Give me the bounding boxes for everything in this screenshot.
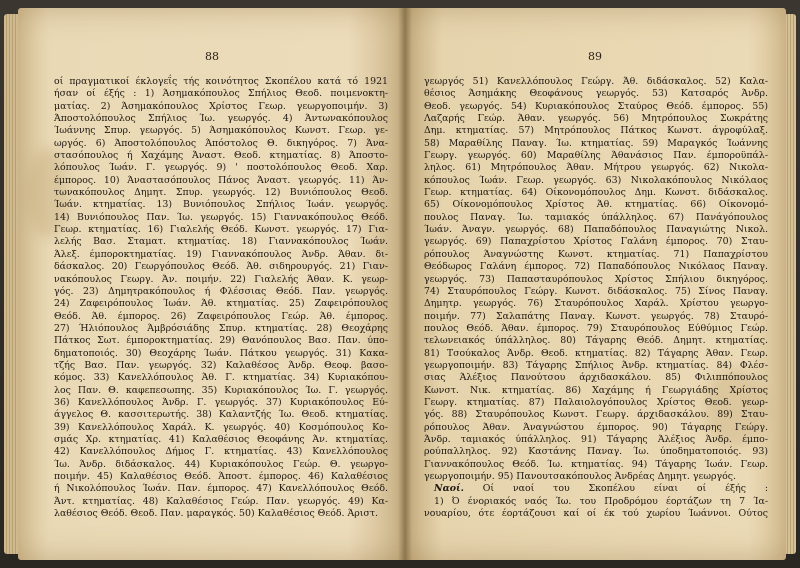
left-page	[18, 8, 406, 560]
text-line: Άλεξ. έμποροκτηματίας. 19) Γιαννακόπουλος Άνδρ. Άθαν. δι-	[54, 248, 388, 260]
text-line: Λαζαρής Γεώρ. Άθαν. γεωργός. 56) Μητρόπουλος Σωκράτης	[424, 113, 768, 125]
text-line: λελής Βασ. Σταματ. κτηματίας. 18) Γιαννακόπουλος Ίωάν.	[54, 236, 388, 248]
text-line: Θεόδ. Άθ. έμπορος. 26) Ζαφειρόπουλος Γεώρ. Άθ. έμπορος.	[54, 310, 388, 322]
text-line: ρόπουλος Άναγνώστης Κωνστ. κτηματίας. 71) Παπαχρίστου	[424, 248, 768, 260]
text-line: δηματοποιός. 30) Θεοχάρης Ίωάν. Πάτκου γεωργός. 31) Κακα-	[54, 347, 388, 359]
text-line: Γιαννακόπουλος Θεόδ. Ίω. κτηματίας. 94) Τάγαρης Ίωάν. Γεωρ.	[424, 458, 768, 470]
text-line: Άποστολόπουλος Σπήλιος Ίω. γεωργός. 4) Άντωνακόπουλος	[54, 113, 388, 125]
text-line: Ίωάν. Άναγν. γεωργός. 68) Παπαδόπουλος Παναγιώτης Νικολ.	[424, 224, 768, 236]
text-line: 81) Τσούκαλος Άνδρ. Θεοδ. κτηματίας. 82) Τάγαρης Άθαν. Γεωρ.	[424, 347, 768, 359]
section-lead: Οί ναοί του Σκοπέλου είναι οί έξής :	[463, 483, 768, 495]
text-line: γεωργός 51) Κανελλόπουλος Γεώργ. Άθ. διδάσκαλος. 52) Καλα-	[424, 76, 768, 87]
text-line: δάσκαλος. 20) Γεωργόπουλος Θεόδ. Άθ. σιδηρουργός. 21) Γιαν-	[54, 261, 388, 273]
text-line: Θεοδ. γεωργός. 54) Κυριακόπουλος Σταύρος Θεόδ. έμπορος. 55)	[424, 100, 768, 112]
section-heading: Ναοί.	[434, 483, 464, 495]
text-line: Γεωργ. κτηματίας. 87) Παλαιολογόπουλος Χρίστος Θεοδ. γεωρ-	[424, 396, 768, 408]
right-page	[404, 8, 786, 560]
text-line: Άντ. κτηματίας. 48) Καλαθέσιος Γεώρ. Παν. γεωργός. 49) Κα-	[54, 495, 388, 507]
text-line: θέσιος Άσημάκης Θεοφάνους γεωργός. 53) Κατσαρός Άνδρ.	[424, 88, 768, 100]
text-line: τζής Βασ. Παν. γεωργός. 32) Καλαθέσος Άνδρ. Θεοφ. βασο-	[54, 359, 388, 371]
text-line: ή Νικολόπουλος Ίωάν. Παν. έμπορος. 47) Κανελλόπουλος Θεόδ.	[54, 483, 388, 495]
text-line: γός. 23) Δημητρακόπουλος ή Φλέσσιας Θεόδ. Παν. γεωργός.	[54, 285, 388, 297]
text-line: Πάτκος Σωτ. έμποροκτηματίας. 29) Θανόπουλος Βασ. Παν. ύπο-	[54, 335, 388, 347]
left-page-number: 88	[205, 50, 219, 63]
text-line: 14) Βυνιόπουλος Παν. Ίω. γεωργός. 15) Γιαννακόπουλος Θεόδ.	[54, 211, 388, 223]
text-line: τελωνειακός ύπάλληλος. 80) Τάγαρης Θεόδ. Δημητ. κτηματίας.	[424, 335, 768, 347]
text-line: Δημητρ. γεωργός. 76) Σταυρόπουλος Χαράλ. Χρίστου γεωργο-	[424, 298, 768, 310]
text-line: 42) Κανελλόπουλος Δήμος Γ. κτηματίας. 43) Κανελλόπουλος	[54, 446, 388, 458]
text-line: ρούπαλληλος. 92) Καστάνης Παναγ. Ίω. ύποδηματοποιός. 93)	[424, 446, 768, 458]
text-line: πουλος Παναγ. Ίω. ταμιακός ύπάλληλος. 67) Πανάγόπουλος	[424, 211, 768, 223]
left-page-text	[54, 76, 388, 520]
text-line: Ίωάννης Σπυρ. γεωργός. 5) Άσημακόπουλος Κωνστ. Γεωρ. γε-	[54, 125, 388, 137]
text-line: κόπουλος Ίωάν. Γεωρ. γεωργός. 63) Νικολακόπουλος Νικόλαος	[424, 174, 768, 186]
text-line: γεωργός. 69) Παπαχρίστου Χρίστος Γαλάνη έμπορος. 70) Σταυ-	[424, 236, 768, 248]
text-line: λόπουλος Ίωάν. Γ. γεωργός. 9) ' ποστολόπουλος Θεοδ. Χαρ.	[54, 162, 388, 174]
text-line: οί πραγματικοί έκλογεΐς τής κοινότητος Σκοπέλου κατά τό 1921	[54, 76, 388, 87]
text-line: 58) Μαραθίλης Παναγ. Ίω. κτηματίας. 59) Μαραγκός Ίωάννης	[424, 137, 768, 149]
text-line: ήσαν οί έξής : 1) Άσημακόπουλος Σπήλιος Θεοδ. ποιμενοκτη-	[54, 88, 388, 100]
text-line: γεωργοποιμήν. 95) Πανουτσακόπουλος Άνδρέας Δημητ. γεωργός.	[424, 471, 736, 482]
text-line: λαθέσιος Θεόδ. Θεοδ. Παν. μαραγκός. 50) Καλαθέσιος Θεόδ. Άριστ.	[54, 508, 378, 520]
text-line: 36) Κανελλόπουλος Άνδρ. Γ. γεωργός. 37) Κυριακόπουλος Εύ-	[54, 396, 388, 408]
text-line: έμπορος. 10) Άναστασόπουλος Πάνος Άναστ. γεωργός. 11) Άν-	[54, 174, 388, 186]
text-line: νακόπουλος Γεωργ. Άν. ποιμήν. 22) Γιαλελής Άθαν. Κ. γεωρ-	[54, 273, 388, 285]
text-line: Γεωρ. κτηματίας. 64) Οίκονομόπουλος Δημ. Κωνστ. διδάσκαλος.	[424, 187, 768, 199]
text-line: Θεόδωρος Γαλάνη έμπορος. 72) Παπαδόπουλος Νικόλαος Παναγ.	[424, 261, 768, 273]
text-line: άγγελος Θ. κασσιτερωτής. 38) Καλαντζής Ίω. Θεοδ. κτηματίας.	[54, 409, 388, 421]
text-line: Κωνστ. Νικ. κτηματίας. 86) Χαχάμης ή Γεωργιάδης Χρίστος	[424, 384, 768, 396]
text-line: νουαρίου, ότε έορτάζουσι καί οί έκ τού χωρίου Ίωάννοι. Ούτος	[424, 508, 768, 520]
text-line: ματίας. 2) Άσημακόπουλος Χρίστος Γεωρ. γεωργοποιμήν. 3)	[54, 100, 388, 112]
text-line: ληλος. 61) Μητρόπουλος Άθαν. Μήτρου γεωργός. 62) Νικολα-	[424, 162, 768, 174]
book-gutter	[398, 8, 412, 560]
text-line: γεωργός. 73) Παπασταυρόπουλος Χρίστος Σπήλιου δικηγόρος.	[424, 273, 768, 285]
text-line: 27) Ήλιόπουλος Άμβρόσιάδης Σπυρ. κτηματίας. 28) Θεοχάρης	[54, 322, 388, 334]
text-line: τωνακόπουλος Δημητ. Σπυρ. γεωργός. 12) Βυνιόπουλος Θεοδ.	[54, 187, 388, 199]
text-line: λος Παν. Θ. καφεπεσωπης. 35) Κυριακόπουλος Ίω. Γ. γεωργός.	[54, 384, 388, 396]
text-line: ποιμήν. 45) Καλαθέσιος Θεόδ. Άποστ. έμπορος. 46) Καλαθέσιος	[54, 471, 388, 482]
text-line: Γεωργ. γεωργός. 60) Μαραθίλης Άθανάσιος Παν. έμποροϋπάλ-	[424, 150, 768, 162]
right-page-text	[424, 76, 768, 520]
text-line: σμάς Χρ. κτηματίας. 41) Καλαθέσιος Θεοφάνης Άν. κτηματίας.	[54, 433, 388, 445]
text-line: Ίωάν. κτηματίας. 13) Βυνιόπουλος Σπήλιος Ίωάν. γεωργός.	[54, 199, 388, 211]
text-line: Άνδρ. ταμιακός ύπάλληλος. 91) Τάγαρης Άλέξιος Άνδρ. έμπο-	[424, 433, 768, 445]
text-line: κόμος. 33) Κανελλόπουλος Άθ. Γ. κτηματίας. 34) Κυριακόπου-	[54, 372, 388, 384]
text-line: Δημ. κτηματίας. 57) Μητρόπουλος Πάτκος Κωνστ. άγροφύλαξ.	[424, 125, 768, 137]
text-line: γεωργοποιμήν. 83) Τάγαρης Σπήλιος Άνδρ. κτηματίας. 84) Φλέσ-	[424, 359, 768, 371]
text-line: γός. 88) Σταυρόπουλος Κωνστ. Γεωργ. άρχιδασκάλου. 89) Σταυ-	[424, 409, 768, 421]
text-line: ποιμήν. 77) Σαλαπάτης Παναγ. Κωνστ. γεωργός. 78) Σταυρό-	[424, 310, 768, 322]
text-line: 24) Ζαφειρόπουλος Ίωάν. Άθ. κτηματίας. 25) Ζαφειρόπουλος	[54, 298, 388, 310]
text-line: 1) Ό ένοριακός ναός Ίω. του Προδρόμου έορτάζων τη 7 Ία-	[434, 495, 768, 507]
section-heading-line	[424, 483, 768, 495]
text-line: στασόπουλος ή Χαχάμης Άναστ. Θεοδ. κτηματίας. 8) Άποστο-	[54, 150, 388, 162]
text-line: ρόπουλος Άθαν. Άναγνώστου έμπορος. 90) Τάγαρης Γεώργ.	[424, 421, 768, 433]
text-line: 74) Σταυρόπουλος Γεώργ. Κωνστ. διδάσκαλος. 75) Σίνος Παναγ.	[424, 285, 768, 297]
text-line: 65) Οίκονομόπουλος Χρίστος Άθ. κτηματίας. 66) Οίκονομό-	[424, 199, 768, 211]
text-line: σιας Άλέξιος Πανούτσου άρχιδασκάλου. 85) Φιλιππόπουλος	[424, 372, 768, 384]
text-line: Ίω. Άνδρ. διδάσκαλος. 44) Κυριακόπουλος Γεώρ. Θ. γεωργο-	[54, 458, 388, 470]
text-line: 39) Κανελλόπουλος Χαράλ. Κ. γεωργός. 40) Κοσμόπουλος Κο-	[54, 421, 388, 433]
text-line: Γεωρ. κτηματίας. 16) Γιαλελής Θεόδ. Κωνστ. γεωργός. 17) Για-	[54, 224, 388, 236]
text-line: πουλος Θεόδ. Άθαν. έμπορος. 79) Σταυρόπουλος Εύθύμιος Γεώρ.	[424, 322, 768, 334]
text-line: ωργός. 6) Άποστολόπουλος Άπόστολος Θ. δικηγόρος. 7) Άνα-	[54, 137, 388, 149]
right-page-number: 89	[588, 50, 602, 63]
